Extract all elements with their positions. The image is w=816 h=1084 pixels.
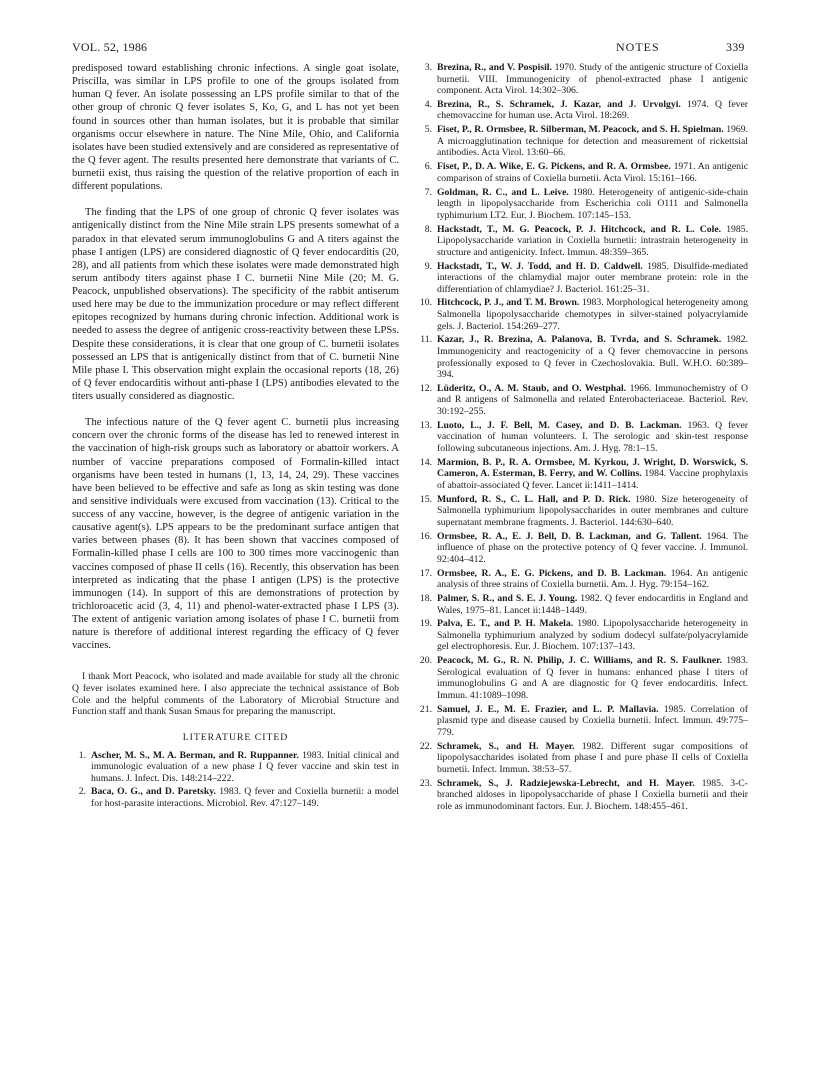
reference-list xyxy=(72,750,399,809)
reference-item: 5. Fiset, P., R. Ormsbee, R. Silberman, M. Peacock, and S. H. Spielman. 1969. A microagglutination technique for detection and measurement of rickettsial antibodies. Acta Virol. 13:60–66. xyxy=(424,124,749,159)
reference-item: 10. Hitchcock, P. J., and T. M. Brown. 1983. Morphological heterogeneity among Salmonella lipopolysaccharide chemotypes in silver-stained polyacrylamide gels. J. Bacteriol. 154:269–277. xyxy=(419,297,748,332)
reference-list xyxy=(418,62,748,812)
reference-item: 18. Palmer, S. R., and S. E. J. Young. 1982. Q fever endocarditis in England and Wales, 1975–81. Lancet ii:1448–1449. xyxy=(419,592,749,616)
body-paragraph: The infectious nature of the Q fever agent C. burnetii plus increasing concern over the chronic forms of the disease has led to renewed interest in the vaccination of high-risk groups such as laboratory or abattoir workers. A number of vaccine preparations composed of Formalin-killed intact organisms have been tested in humans (1, 13, 14, 24, 29). These vaccines have been believed to be effective and safe as long as skin testing was done and sensitive individuals were excused from vaccination (13). Critical to the success of any vaccine, however, is the degree of antigenic variation in the causative agent(s). LPS appears to be the predominant surface antigen that varies between phases (8). It has been shown that vaccines composed of Formalin-killed phase I cells are 100 to 300 times more vaccinogenic than vaccines composed of phase II cells (16). Recently, this observation has been interpreted as indicating that the phase I antigen (LPS) is the protective immunogen (14). In support of this are demonstrations of protection by trichloroacetic acid (3, 4, 11) and phenol-water-extracted phase I LPS (3). The extent of antigenic variation among isolates of phase I C. burnetii from nature is therefore of additional interest regarding the efficacy of Q fever vaccines. xyxy=(72,417,399,652)
reference-item: 9. Hackstadt, T., W. J. Todd, and H. D. Caldwell. 1985. Disulfide-mediated interactions of the chlamydial major outer membrane protein: role in the differentiation of chlamydiae? J. Bacteriol. 161:25–31. xyxy=(424,260,748,295)
reference-item: 13. Luoto, L., J. F. Bell, M. Casey, and D. B. Lackman. 1963. Q fever vaccination of human volunteers. I. The serologic and skin-test response following subcutaneous injections. Am. J. Hyg. 78:1–15. xyxy=(419,419,748,454)
reference-item: 12. Lüderitz, O., A. M. Staub, and O. Westphal. 1966. Immunochemistry of O and R antigens of Salmonella and related Enterobacteriaceae. Bacteriol. Rev. 30:192–255. xyxy=(419,382,748,417)
reference-item: 11. Kazar, J., R. Brezina, A. Palanova, B. Tvrda, and S. Schramek. 1982. Immunogenicity and reactogenicity of a Q fever chemovaccine in persons professionally exposed to Q fever in Czechoslovakia. Bull. W.H.O. 60:389–394. xyxy=(420,334,748,381)
right-column xyxy=(418,62,748,815)
reference-item: 19. Palva, E. T., and P. H. Makela. 1980. Lipopolysaccharide heterogeneity in Salmonella typhimurium analyzed by sodium dodecyl sulfate/polyacrylamide gel electrophoresis. Eur. J. Biochem. 107:137–143. xyxy=(419,618,748,653)
reference-item: 14. Marmion, B. P., R. A. Ormsbee, M. Kyrkou, J. Wright, D. Worswick, S. Cameron, A. Esterman, B. Ferry, and W. Collins. 1984. Vaccine prophylaxis of abattoir-associated Q fever. Lancet ii:1411–1414. xyxy=(419,456,748,491)
reference-item: 1. Ascher, M. S., M. A. Berman, and R. Ruppanner. 1983. Initial clinical and immunologic evaluation of a new phase I Q fever vaccine and skin test in humans. J. Infect. Dis. 148:214–222. xyxy=(78,749,400,784)
reference-item: 15. Munford, R. S., C. L. Hall, and P. D. Rick. 1980. Size heterogeneity of Salmonella typhimurium lipopolysaccharides in outer membranes and culture supernatant membrane fragments. J. Bacteriol. 144:630–640. xyxy=(419,493,749,528)
running-header-volume: VOL. 52, 1986 xyxy=(72,40,148,54)
reference-item: 3. Brezina, R., and V. Pospisil. 1970. Study of the antigenic structure of Coxiella burnetii. VIII. Immunogenicity of phenol-extracted phase I antigenic component. Acta Virol. 14:302–306. xyxy=(424,62,749,97)
reference-item: 6. Fiset, P., D. A. Wike, E. G. Pickens, and R. A. Ormsbee. 1971. An antigenic comparison of strains of Coxiella burnetii. Acta Virol. 15:161–166. xyxy=(424,161,749,184)
reference-item: 21. Samuel, J. E., M. E. Frazier, and L. P. Mallavia. 1985. Correlation of plasmid type and disease caused by Coxiella burnetii. Infect. Immun. 49:775–779. xyxy=(419,703,748,738)
running-header-section: NOTES xyxy=(616,40,660,54)
reference-item: 4. Brezina, R., S. Schramek, J. Kazar, and J. Urvolgyi. 1974. Q fever chemovaccine for human use. Acta Virol. 18:269. xyxy=(424,98,748,122)
literature-cited-heading: LITERATURE CITED xyxy=(182,731,289,743)
body-paragraph: predisposed toward establishing chronic infections. A single goat isolate, Priscilla, was similar in LPS profile to one of the groups isolated from human Q fever. An isolate possessing an LPS profile similar to that of the other group of chronic Q fever isolates S, Ko, G, and L has not yet been found in sources other than human isolates, but it is probable that similar organisms occur elsewhere in nature. The Nine Mile, Ohio, and California isolates have been studied extensively and are considered as representative of the Q fever agent. The results presented here demonstrate that variants of C. burnetii exist, thus raising the question of the relative proportion of each in different populations. xyxy=(72,63,399,193)
reference-item: 22. Schramek, S., and H. Mayer. 1982. Different sugar compositions of lipopolysaccharides isolated from phase I and pure phase II cells of Coxiella burnetii. Infect. Immun. 38:53–57. xyxy=(419,740,748,775)
acknowledgment: I thank Mort Peacock, who isolated and made available for study all the chronic Q fever isolates examined here. I also appreciate the technical assistance of Bob Cole and the helpful comments of the Laboratory of Microbial Structure and Function staff and thank Susan Smaus for preparing the manuscript. xyxy=(72,671,399,718)
reference-item: 8. Hackstadt, T., M. G. Peacock, P. J. Hitchcock, and R. L. Cole. 1985. Lipopolysaccharide variation in Coxiella burnetii: intrastrain heterogeneity in structure and antigenicity. Infect. Immun. 48:359–365. xyxy=(424,223,748,258)
reference-item: 20. Peacock, M. G., R. N. Philip, J. C. Williams, and R. S. Faulkner. 1983. Serological evaluation of Q fever in humans: enhanced phase I titers of immunoglobulins G and A are diagnostic for Q fever endocarditis. Infect. Immun. 41:1089–1098. xyxy=(419,655,748,701)
left-column xyxy=(72,62,399,811)
reference-item: 2. Baca, O. G., and D. Paretsky. 1983. Q fever and Coxiella burnetii: a model for host-parasite interactions. Microbiol. Rev. 47:127–149. xyxy=(78,786,399,809)
reference-item: 16. Ormsbee, R. A., E. J. Bell, D. B. Lackman, and G. Tallent. 1964. The influence of phase on the protective potency of Q fever vaccine. J. Immunol. 92:404–412. xyxy=(419,530,748,565)
body-paragraph: The finding that the LPS of one group of chronic Q fever isolates was antigenically distinct from the Nine Mile strain LPS presents somewhat of a paradox in that elevated serum immunoglobulins G and A titers against the phase I antigen (LPS) are considered diagnostic of Q fever endocarditis (20, 28), and all patients from which these isolates were made demonstrated high serum antibody titers against phase I C. burnetii Nine Mile (20; M. G. Peacock, unpublished observations). The specificity of the rabbit antiserum used here may be due to the immunization procedure or may reflect different epitopes recognized by humans during chronic infection. Additional work is needed to assess the degree of antigenic cross-reactivity between these LPSs. Despite these considerations, it is clear that one group of C. burnetii isolates possessed an LPS that is antigenically distinct from that of C. burnetii Nine Mile phase I. This observation might explain the occasional reports (18, 26) of Q fever endocarditis without anti-phase I (LPS) antibodies elevated to the titers usually considered as diagnostic. xyxy=(72,207,399,402)
reference-item: 17. Ormsbee, R. A., E. G. Pickens, and D. B. Lackman. 1964. An antigenic analysis of three strains of Coxiella burnetii. Am. J. Hyg. 79:154–162. xyxy=(419,567,748,591)
reference-item: 23. Schramek, S., J. Radziejewska-Lebrecht, and H. Mayer. 1985. 3-C-branched aldoses in lipopolysaccharide of phase I Coxiella burnetii and their role as immunodominant factors. Eur. J. Biochem. 148:455–461. xyxy=(419,777,748,812)
reference-item: 7. Goldman, R. C., and L. Leive. 1980. Heterogeneity of antigenic-side-chain length in lipopolysaccharide from Escherichia coli O111 and Salmonella typhimurium LT2. Eur. J. Biochem. 107:145–153. xyxy=(424,186,748,221)
page-number: 339 xyxy=(726,40,745,54)
